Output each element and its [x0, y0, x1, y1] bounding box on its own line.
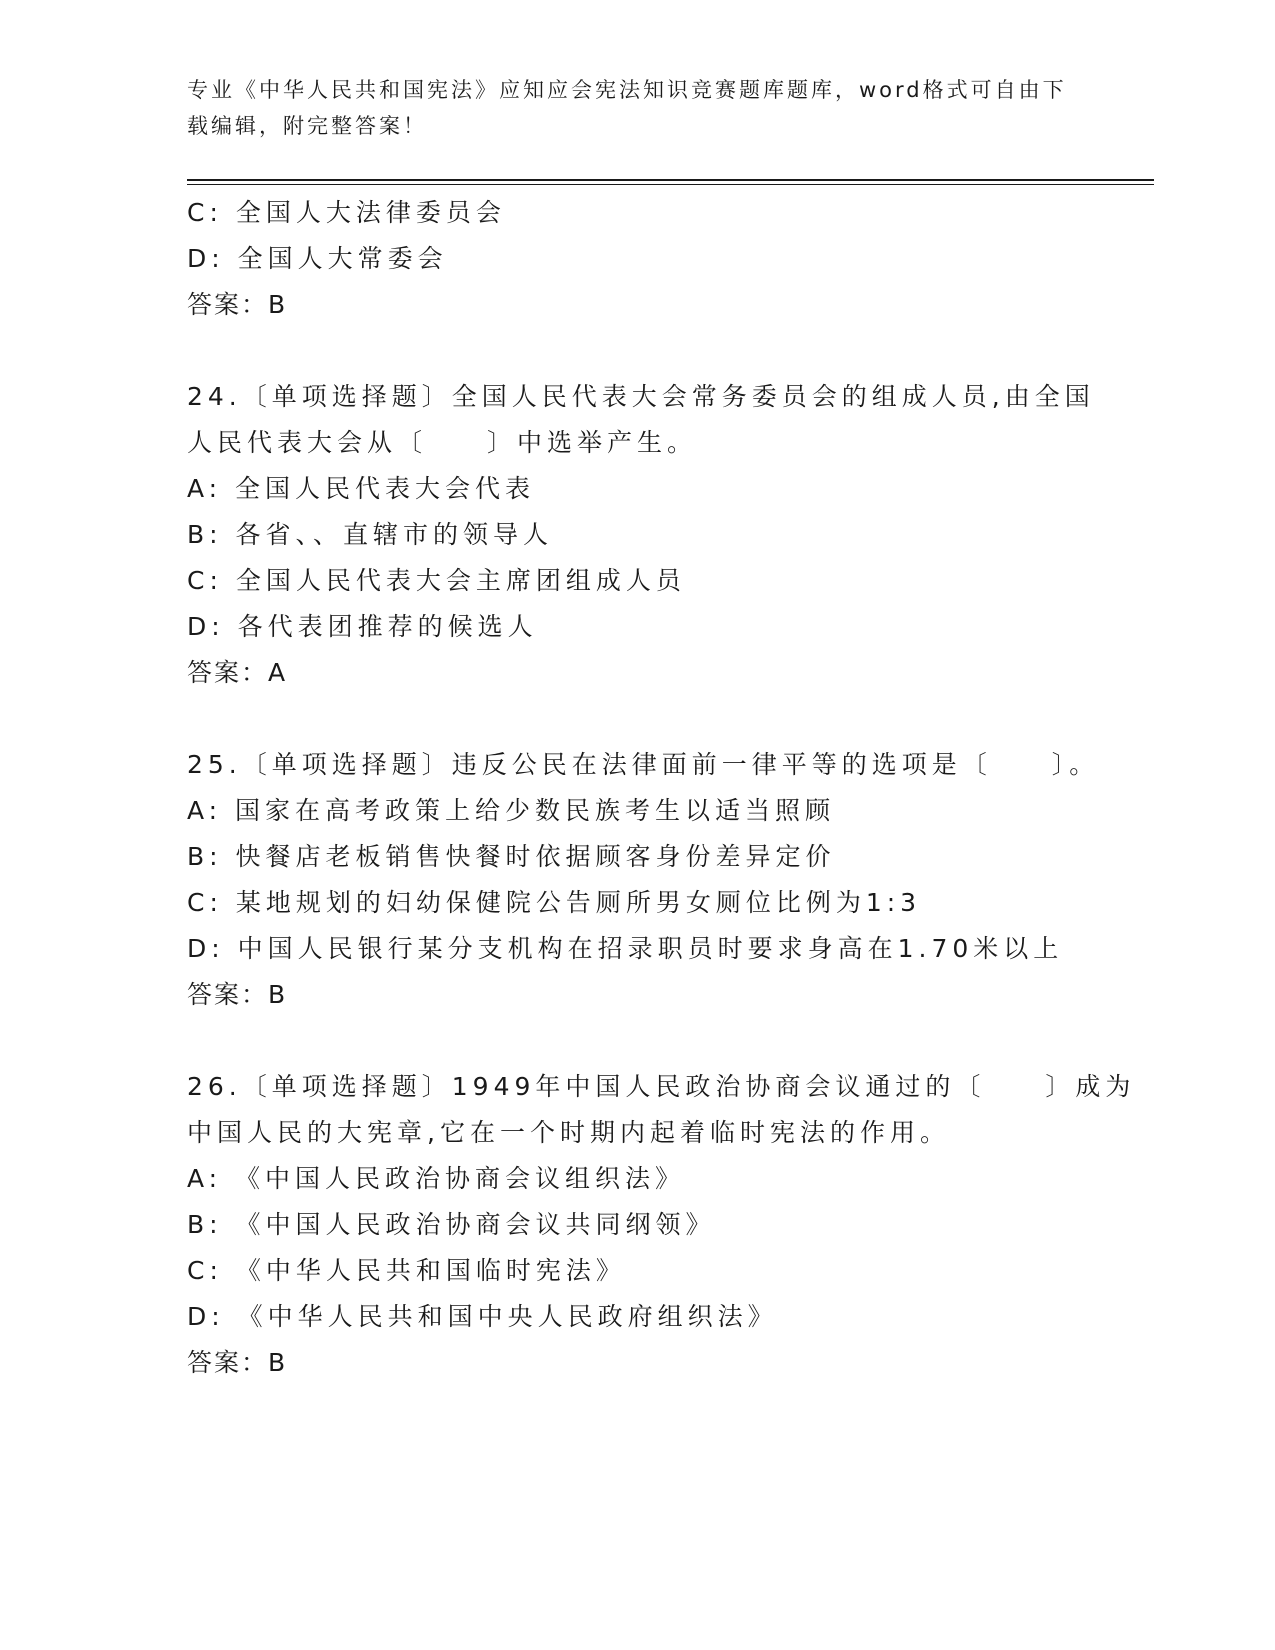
question-gap: [187, 1018, 1087, 1064]
option-a: A: 《中国人民政治协商会议组织法》: [187, 1164, 686, 1193]
page-header: 专业《中华人民共和国宪法》应知应会宪法知识竞赛题库题库，word格式可自由下载编辑，附完整答案！: [187, 78, 1067, 138]
question-stem-line: 26.〔单项选择题〕1949年中国人民政治协商会议通过的〔 〕成为: [187, 1072, 1136, 1101]
answer-line: 答案：B: [187, 1348, 288, 1377]
prev-question-block: [187, 190, 1087, 328]
option-d: D: 中国人民银行某分支机构在招录职员时要求身高在1.70米以上: [187, 934, 1064, 963]
option-d: D: 《中华人民共和国中央人民政府组织法》: [187, 1302, 778, 1331]
answer-line: 答案：B: [187, 980, 288, 1009]
question-26: [187, 1064, 1136, 1386]
header-divider-thin: [187, 184, 1154, 185]
question-gap: [187, 696, 1087, 742]
option-c: C: 全国人民代表大会主席团组成人员: [187, 566, 686, 595]
answer-line: 答案：B: [187, 290, 288, 319]
answer-line: 答案：A: [187, 658, 288, 687]
question-content: [187, 190, 1136, 1386]
question-24: [187, 374, 1095, 696]
question-stem-line: 24.〔单项选择题〕全国人民代表大会常务委员会的组成人员,由全国: [187, 382, 1095, 411]
option-a: A: 全国人民代表大会代表: [187, 474, 536, 503]
question-stem-line: 25.〔单项选择题〕违反公民在法律面前一律平等的选项是〔 〕。: [187, 750, 1100, 779]
option-c: C: 《中华人民共和国临时宪法》: [187, 1256, 626, 1285]
question-stem-line: 中国人民的大宪章,它在一个时期内起着临时宪法的作用。: [187, 1118, 950, 1147]
option-c: C: 某地规划的妇幼保健院公告厕所男女厕位比例为1:3: [187, 888, 922, 917]
option-c: C: 全国人大法律委员会: [187, 198, 506, 227]
option-d: D: 各代表团推荐的候选人: [187, 612, 538, 641]
question-gap: [187, 328, 1087, 374]
option-b: B: 快餐店老板销售快餐时依据顾客身份差异定价: [187, 842, 836, 871]
question-25: [187, 742, 1100, 1018]
option-b: B: 《中国人民政治协商会议共同纲领》: [187, 1210, 716, 1239]
header-divider: [187, 179, 1154, 181]
option-b: B: 各省、、直辖市的领导人: [187, 520, 554, 549]
option-d: D: 全国人大常委会: [187, 244, 448, 273]
option-a: A: 国家在高考政策上给少数民族考生以适当照顾: [187, 796, 836, 825]
question-stem-line: 人民代表大会从〔 〕中选举产生。: [187, 428, 698, 457]
